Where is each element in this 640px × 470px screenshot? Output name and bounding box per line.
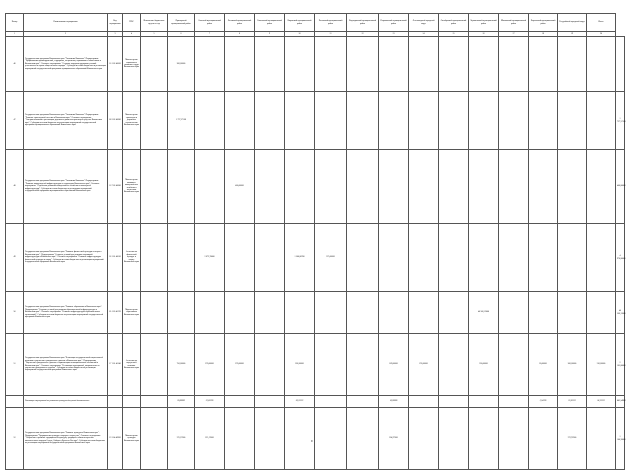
- row-value: [379, 92, 409, 150]
- row-value: [439, 408, 469, 470]
- row-value: 189,00000: [379, 334, 409, 396]
- row-value: [529, 224, 558, 292]
- row-value: [255, 224, 285, 292]
- row-value: [347, 408, 379, 470]
- row-value: [285, 150, 315, 224]
- row-grbs: Министерство транспорта и дорожного строительства Камчатского края: [123, 92, 141, 150]
- row-value: [529, 408, 558, 470]
- row-code: 16 1 02 40060: [108, 37, 123, 92]
- row-value: [499, 37, 529, 92]
- row-value: 36,33333: [285, 396, 315, 408]
- row-value: [558, 92, 587, 150]
- row-value: [347, 150, 379, 224]
- column-header: Черниговский муниципальный район: [469, 14, 499, 32]
- row-value: [255, 292, 285, 334]
- row-value: [409, 150, 439, 224]
- row-grbs: Агентство по внутренней политике Камчатского края: [123, 334, 141, 396]
- row-value: [529, 150, 558, 224]
- column-header: Лесозаводский городской округ: [409, 14, 439, 32]
- column-number: 2: [24, 32, 108, 37]
- row-value: 400,00000: [225, 150, 255, 224]
- column-number: 14: [409, 32, 439, 37]
- row-value: [195, 92, 225, 150]
- row-value: [469, 37, 499, 92]
- row-value: [469, 150, 499, 224]
- row-value: [141, 408, 168, 470]
- row-value: [379, 224, 409, 292]
- row-value: 210,00000: [587, 334, 616, 396]
- row-value: [409, 224, 439, 292]
- row-value: [141, 92, 168, 150]
- column-header: Номер: [6, 14, 24, 32]
- row-value: [439, 37, 469, 92]
- row-value: 375,27000: [168, 408, 195, 470]
- table-row: [6, 334, 625, 396]
- row-value: [225, 408, 255, 470]
- row-value: [409, 37, 439, 92]
- row-code: [108, 396, 123, 408]
- row-value: [141, 292, 168, 334]
- row-number: 47: [6, 92, 24, 150]
- row-grbs: Министерство социального развития и труда Камчатского края: [123, 37, 141, 92]
- row-value: [439, 92, 469, 150]
- row-value: 2 672,70000: [195, 224, 225, 292]
- column-number: 10: [285, 32, 315, 37]
- row-value: [587, 37, 616, 92]
- column-header: Исполнение бюджетных средств за год: [141, 14, 168, 32]
- row-value: [379, 150, 409, 224]
- header-row: [6, 14, 625, 32]
- row-value: [347, 92, 379, 150]
- column-header: Ольгинский муниципальный район: [255, 14, 285, 32]
- row-number: 46: [6, 37, 24, 92]
- row-value: [225, 396, 255, 408]
- row-value: [558, 224, 587, 292]
- row-value: [499, 150, 529, 224]
- row-value: [168, 292, 195, 334]
- column-header: Спасский муниципальный район: [195, 14, 225, 32]
- row-value: 24,33333: [587, 396, 616, 408]
- row-description: Государственная программа Камчатского края "Экономика Камчатки". Подпрограмма "Развитие транспортной системы в Камчатском крае". Основное мероприятие "Совершенствование организации дорожного движения транспорта средств в Камчатском крае". Субсидии местным бюджетам на реализацию мероприятий государственной программы муниципальных образований Камчатского края: [24, 92, 108, 150]
- table-row: [6, 292, 625, 334]
- row-value: [499, 292, 529, 334]
- row-value: 202,00000: [285, 334, 315, 396]
- row-value: [347, 224, 379, 292]
- row-value: [529, 37, 558, 92]
- column-number: 3: [108, 32, 123, 37]
- row-value: [409, 292, 439, 334]
- row-value: [255, 150, 285, 224]
- table-row: [6, 408, 625, 470]
- row-value: [315, 292, 347, 334]
- row-value: [469, 92, 499, 150]
- row-value: [469, 396, 499, 408]
- row-value: 272,97000: [558, 408, 587, 470]
- column-header: Шкотовский муниципальный район: [499, 14, 529, 32]
- row-value: [255, 408, 285, 470]
- table-row: [6, 396, 625, 408]
- row-value: [347, 334, 379, 396]
- row-value: [587, 92, 616, 150]
- row-value: [225, 37, 255, 92]
- row-value: [315, 92, 347, 150]
- row-value: [285, 92, 315, 150]
- row-value: [529, 92, 558, 150]
- column-header: Надеждинский муниципальный район: [347, 14, 379, 32]
- row-value: [315, 408, 347, 470]
- row-description: Государственная программа Камчатского края "Экономика Камчатки". Подпрограмма "Профилактика правонарушений, терроризма, экстремизма, наркомании и алкоголизма в Камчатском крае". Основное мероприятие "Создание народным дружинам условий деятельности и охрана общественного порядка". Субсидии местным бюджетам на реализацию мероприятий государственной программы муниципальных образований Камчатского края: [24, 37, 108, 92]
- row-value: [141, 37, 168, 92]
- row-value: [315, 396, 347, 408]
- row-number: 52: [6, 408, 24, 470]
- row-total: 40 566,12000: [616, 292, 625, 334]
- column-number: 9: [255, 32, 285, 37]
- row-value: [315, 150, 347, 224]
- column-number: 11: [315, 32, 347, 37]
- row-value: [529, 292, 558, 334]
- column-number: 7: [195, 32, 225, 37]
- row-value: 2,14399: [529, 396, 558, 408]
- row-code: 06 3 02 40080: [108, 92, 123, 150]
- row-value: 330,00000: [469, 334, 499, 396]
- row-value: [195, 37, 225, 92]
- row-value: 33,83333: [558, 396, 587, 408]
- row-value: 300,00000: [558, 334, 587, 396]
- table-body: [6, 37, 625, 470]
- column-header: Наименование мероприятия: [24, 14, 108, 32]
- row-code: 05 1 03 40170: [108, 292, 123, 334]
- row-total: 443,54000: [616, 396, 625, 408]
- column-number: 19: [558, 32, 587, 37]
- row-value: [315, 334, 347, 396]
- column-header: Уссурийский городской округ: [558, 14, 587, 32]
- column-number: 13: [379, 32, 409, 37]
- row-value: 1 727,57168: [168, 92, 195, 150]
- column-number: 4: [123, 32, 141, 37]
- row-value: 30,00000: [168, 396, 195, 408]
- column-number: 5: [141, 32, 168, 37]
- row-value: 375,00000: [315, 224, 347, 292]
- budget-table: [5, 13, 625, 470]
- row-value: [587, 224, 616, 292]
- row-value: 1 500,00700: [285, 224, 315, 292]
- row-value: [439, 224, 469, 292]
- row-value: 225,17000: [195, 408, 225, 470]
- row-value: [587, 408, 616, 470]
- row-value: [379, 37, 409, 92]
- row-code: 13 3 04 40960: [108, 408, 123, 470]
- row-value: 264,97200: [379, 408, 409, 470]
- row-value: [469, 224, 499, 292]
- row-value: [195, 150, 225, 224]
- row-value: [379, 292, 409, 334]
- column-header: Хасанский муниципальный район: [315, 14, 347, 32]
- row-value: [499, 92, 529, 150]
- row-value: [195, 292, 225, 334]
- row-grbs: Министерство образования Камчатского края: [123, 292, 141, 334]
- row-value: [499, 396, 529, 408]
- column-number: 17: [499, 32, 529, 37]
- row-code: 18 1 01 40010: [108, 224, 123, 292]
- table-row: [6, 224, 625, 292]
- row-total: 4 970,00000: [616, 224, 625, 292]
- row-number: 48: [6, 150, 24, 224]
- row-value: [558, 150, 587, 224]
- row-value: 193,00000: [409, 334, 439, 396]
- row-value: [558, 292, 587, 334]
- row-number: [6, 396, 24, 408]
- row-value: [225, 292, 255, 334]
- row-value: [347, 292, 379, 334]
- row-code: 16 7 02 40080: [108, 150, 123, 224]
- row-value: [255, 92, 285, 150]
- column-number: 12: [347, 32, 379, 37]
- column-number: 8: [225, 32, 255, 37]
- row-value: 40 566,12000: [469, 292, 499, 334]
- column-number: 1: [6, 32, 24, 37]
- row-value: [439, 292, 469, 334]
- row-value: [409, 408, 439, 470]
- row-description: Государственная программа Камчатского края "Развитие культуры в Камчатском крае". Подпрограмма "Традиционная культура и народное творчество". Основное мероприятие "Сохранение и развитие традиционной культуры, традиций и обычаев коренных малочисленных народов Севера, Сибири и Дальнего Востока". Субсидии местным бюджетам на реализацию мероприятий государственной программы Камчатского края: [24, 408, 108, 470]
- row-value: 270,00000: [225, 334, 255, 396]
- row-description: Государственная программа Камчатского края "Реализация государственной национальной политики и укрепление гражданского единства в Камчатском крае". Подпрограмма "Укрепление гражданского единства и гармонизация межнациональных отношений в Камчатском крае". Основное мероприятие "Реализация мероприятий, направленных на укрепление гражданского единства". Субсидии местным бюджетам на реализацию мероприятий государственной программы Камчатского края: [24, 334, 108, 396]
- row-number: 51: [6, 334, 24, 396]
- row-value: [409, 396, 439, 408]
- row-description: Государственная программа Камчатского края "Развитие физической культуры и спорта в Камчатском крае". Подпрограмма "Создание условий для развития спортивной инфраструктуры в Камчатском крае". Основное мероприятие "Развитие инфраструктуры физической культуры и спорта". Субсидии местным бюджетам на реализацию мероприятий государственной программы Камчатского края: [24, 224, 108, 292]
- row-number: 50: [6, 292, 24, 334]
- row-value: [141, 224, 168, 292]
- row-value: 33,83399: [195, 396, 225, 408]
- row-total: [616, 37, 625, 92]
- row-value: [285, 37, 315, 92]
- row-value: [499, 224, 529, 292]
- row-value: [168, 224, 195, 292]
- row-value: 18,00000: [379, 396, 409, 408]
- row-value: [225, 92, 255, 150]
- row-value: [255, 396, 285, 408]
- row-grbs: Министерство культуры Камчатского края: [123, 408, 141, 470]
- column-header: Приморский муниципальный район: [168, 14, 195, 32]
- row-value: [439, 334, 469, 396]
- column-number: 16: [469, 32, 499, 37]
- row-value: [141, 396, 168, 408]
- row-value: 270,00000: [195, 334, 225, 396]
- row-value: [587, 150, 616, 224]
- row-value: [255, 37, 285, 92]
- column-header: Хорольский муниципальный район: [529, 14, 558, 32]
- row-description: Государственная программа Камчатского края "Развитие образования в Камчатском крае". Подпрограмма "Создание условий для развития образовательной инфраструктуры в Камчатском крае". Основное мероприятие "Развитие инфраструктуры образовательных организаций". Субсидии местным бюджетам на реализацию мероприятий государственной программы Камчатского края: [24, 292, 108, 334]
- column-header: Лазовский муниципальный район: [225, 14, 255, 32]
- row-value: [141, 334, 168, 396]
- column-header: ГРБС: [123, 14, 141, 32]
- row-value: [347, 37, 379, 92]
- row-value: 200,00000: [168, 37, 195, 92]
- row-number: 49: [6, 224, 24, 292]
- row-value: 750,00000: [168, 334, 195, 396]
- row-total: 400,00000: [616, 150, 625, 224]
- table-row: [6, 37, 625, 92]
- column-header: Итого: [587, 14, 616, 32]
- row-value: [409, 92, 439, 150]
- column-number: 6: [168, 32, 195, 37]
- column-number: 15: [439, 32, 469, 37]
- row-grbs: Министерство жилищно-коммунального хозяйства и энергетики Камчатского края: [123, 150, 141, 224]
- row-value: [168, 150, 195, 224]
- column-header: Код мероприятия: [108, 14, 123, 32]
- column-header: Октябрьский муниципальный район: [439, 14, 469, 32]
- column-number: 20: [587, 32, 616, 37]
- row-value: [255, 334, 285, 396]
- column-number: 18: [529, 32, 558, 37]
- row-description: Реализация мероприятий по развитию культурно-досуговой деятельности: [24, 396, 108, 408]
- row-value: [141, 150, 168, 224]
- row-value: [285, 408, 315, 470]
- row-description: Государственная программа Камчатского края "Экономика Камчатки". Подпрограмма "Развитие коммунальной инфраструктуры на территории Камчатского края". Основное мероприятие "Содействие развитию коммунального хозяйства и инженерной инфраструктуры". Субсидии местным бюджетам на реализацию мероприятий государственной программы муниципальных образований Камчатского края: [24, 150, 108, 224]
- row-value: [469, 408, 499, 470]
- table-row: [6, 92, 625, 150]
- row-value: [587, 292, 616, 334]
- row-value: [285, 292, 315, 334]
- row-total: 2 165,00000: [616, 334, 625, 396]
- row-value: [499, 408, 529, 470]
- table-row: [6, 150, 625, 224]
- row-value: [225, 224, 255, 292]
- row-total: 1 100,20000: [616, 408, 625, 470]
- row-value: [558, 37, 587, 92]
- row-total: 1 727,57168: [616, 92, 625, 150]
- row-value: [347, 396, 379, 408]
- row-value: [315, 37, 347, 92]
- row-value: [439, 396, 469, 408]
- row-grbs: Агентство по физической культуре и спорту Камчатского края: [123, 224, 141, 292]
- page-number: 9: [311, 439, 313, 443]
- row-code: 17 1 01 40140: [108, 334, 123, 396]
- row-value: [499, 334, 529, 396]
- column-header: Пограничный муниципальный район: [379, 14, 409, 32]
- column-header: Кировский муниципальный район: [285, 14, 315, 32]
- row-value: 20,00000: [529, 334, 558, 396]
- row-grbs: [123, 396, 141, 408]
- row-value: [439, 150, 469, 224]
